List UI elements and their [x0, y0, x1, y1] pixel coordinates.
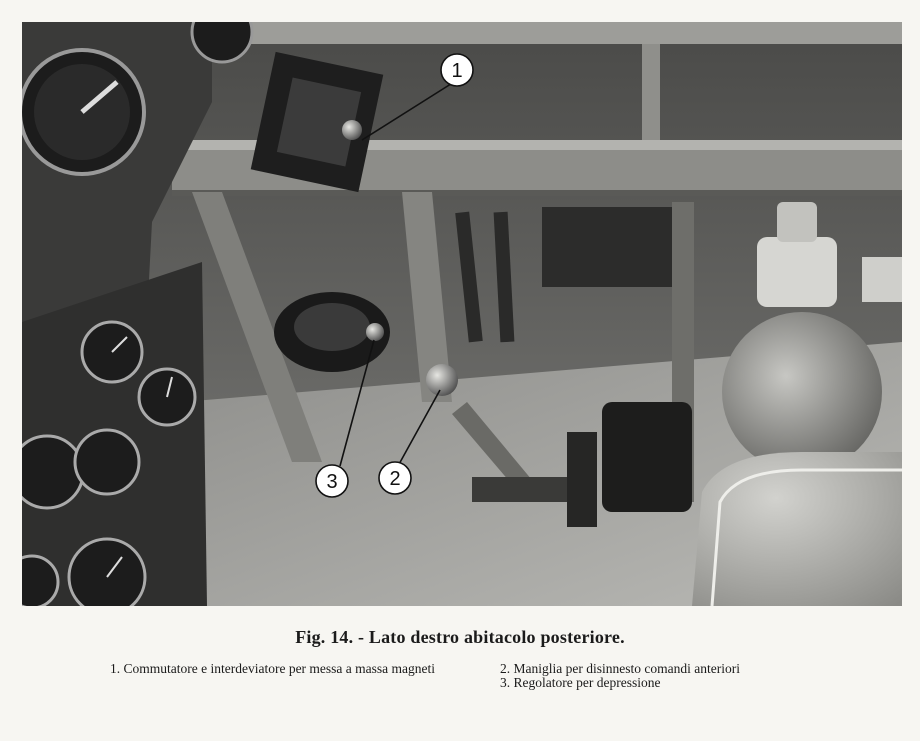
callout-1-label: 1: [451, 60, 463, 82]
figure-caption: Fig. 14. - Lato destro abitacolo posteriore.: [295, 627, 625, 647]
legend-item-1: 1. Commutatore e interdeviatore per messa a massa magneti: [110, 661, 436, 676]
depression-regulator: [274, 292, 390, 372]
cockpit-photograph: [22, 22, 902, 606]
callout-2: [379, 462, 411, 494]
callout-2-label: 2: [389, 468, 401, 490]
legend-item-3: 3. Regolatore per depressione: [500, 675, 661, 690]
legend-item-2: 2. Maniglia per disinnesto comandi anteriori: [500, 661, 740, 676]
callout-1: [441, 54, 473, 86]
callout-3: [316, 465, 348, 497]
legend-left: [110, 662, 450, 676]
callout-3-label: 3: [326, 471, 338, 493]
legend-right: [500, 662, 840, 690]
